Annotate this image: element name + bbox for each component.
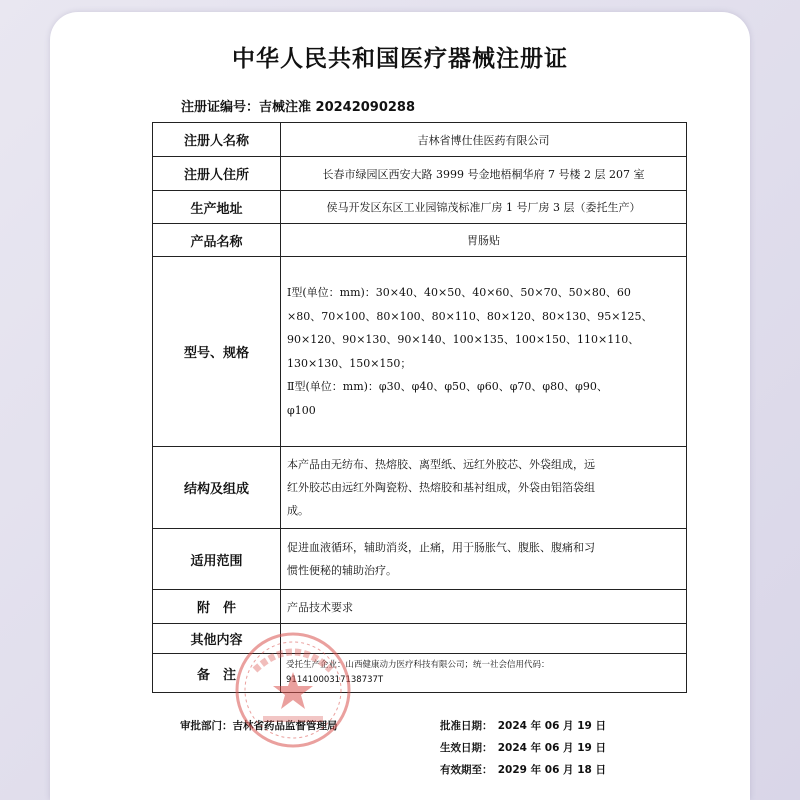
model-line: Ⅰ型(单位：mm)：30×40、40×50、40×60、50×70、50×80、60 — [287, 286, 631, 299]
approver-department: 审批部门：吉林省药品监督管理局 — [180, 720, 338, 732]
model-line: 130×130、150×150； — [287, 356, 412, 370]
value-registrant: 吉林省博仕佳医药有限公司 — [281, 123, 687, 157]
structure-line: 红外胶芯由远红外陶瓷粉、热熔胶和基衬组成，外袋由铝箔袋组 — [287, 481, 595, 494]
row-address — [153, 157, 687, 191]
label-registrant: 注册人名称 — [153, 123, 281, 157]
structure-line: 成。 — [287, 504, 309, 517]
model-line: ×80、70×100、80×100、80×110、80×120、80×130、95×125、 — [287, 309, 653, 323]
value-production: 侯马开发区东区工业园锦茂标准厂房 1 号厂房 3 层（委托生产） — [281, 191, 687, 224]
registration-number: 注册证编号：吉械注准 20242090288 — [181, 100, 416, 115]
label-model: 型号、规格 — [153, 257, 281, 447]
row-production — [153, 191, 687, 224]
row-attachment — [153, 590, 687, 624]
certificate-document — [50, 12, 750, 800]
remarks-line: 91141000317138737T — [286, 675, 384, 685]
value-attachment: 产品技术要求 — [281, 590, 687, 624]
model-line: φ100 — [287, 403, 316, 417]
model-line: 90×120、90×130、90×140、100×135、100×150、110×110、 — [287, 333, 640, 346]
value-product: 胃肠贴 — [281, 224, 687, 257]
label-other: 其他内容 — [153, 624, 281, 654]
label-scope: 适用范围 — [153, 529, 281, 590]
label-attachment: 附 件 — [153, 590, 281, 624]
value-address: 长春市绿园区西安大路 3999 号金地梧桐华府 7 号楼 2 层 207 室 — [281, 157, 687, 191]
value-scope — [281, 529, 687, 590]
label-structure: 结构及组成 — [153, 447, 281, 529]
structure-line: 本产品由无纺布、热熔胶、离型纸、远红外胶芯、外袋组成，远 — [287, 458, 595, 471]
row-scope — [153, 529, 687, 590]
scope-line: 促进血液循环，辅助消炎，止痛，用于肠胀气、腹胀、腹痛和习 — [287, 541, 595, 554]
effective-date: 生效日期： 2024 年 06 月 19 日 — [440, 742, 606, 754]
label-production: 生产地址 — [153, 191, 281, 224]
approval-date: 批准日期： 2024 年 06 月 19 日 — [440, 720, 606, 732]
scope-line: 惯性便秘的辅助治疗。 — [287, 564, 397, 577]
row-registrant — [153, 123, 687, 157]
remarks-line: 受托生产企业：山西健康动力医疗科技有限公司；统一社会信用代码： — [286, 660, 550, 670]
official-seal-stamp — [233, 630, 353, 750]
label-remarks: 备 注 — [153, 654, 281, 693]
row-product — [153, 224, 687, 257]
row-structure — [153, 447, 687, 529]
row-model — [153, 257, 687, 447]
document-title: 中华人民共和国医疗器械注册证 — [232, 46, 568, 72]
label-product: 产品名称 — [153, 224, 281, 257]
value-structure — [281, 447, 687, 529]
certificate-table — [152, 122, 687, 693]
label-address: 注册人住所 — [153, 157, 281, 191]
model-line: Ⅱ型(单位：mm)：φ30、φ40、φ50、φ60、φ70、φ80、φ90、 — [287, 380, 608, 393]
value-model — [281, 257, 687, 447]
expiry-date: 有效期至： 2029 年 06 月 18 日 — [440, 764, 606, 776]
